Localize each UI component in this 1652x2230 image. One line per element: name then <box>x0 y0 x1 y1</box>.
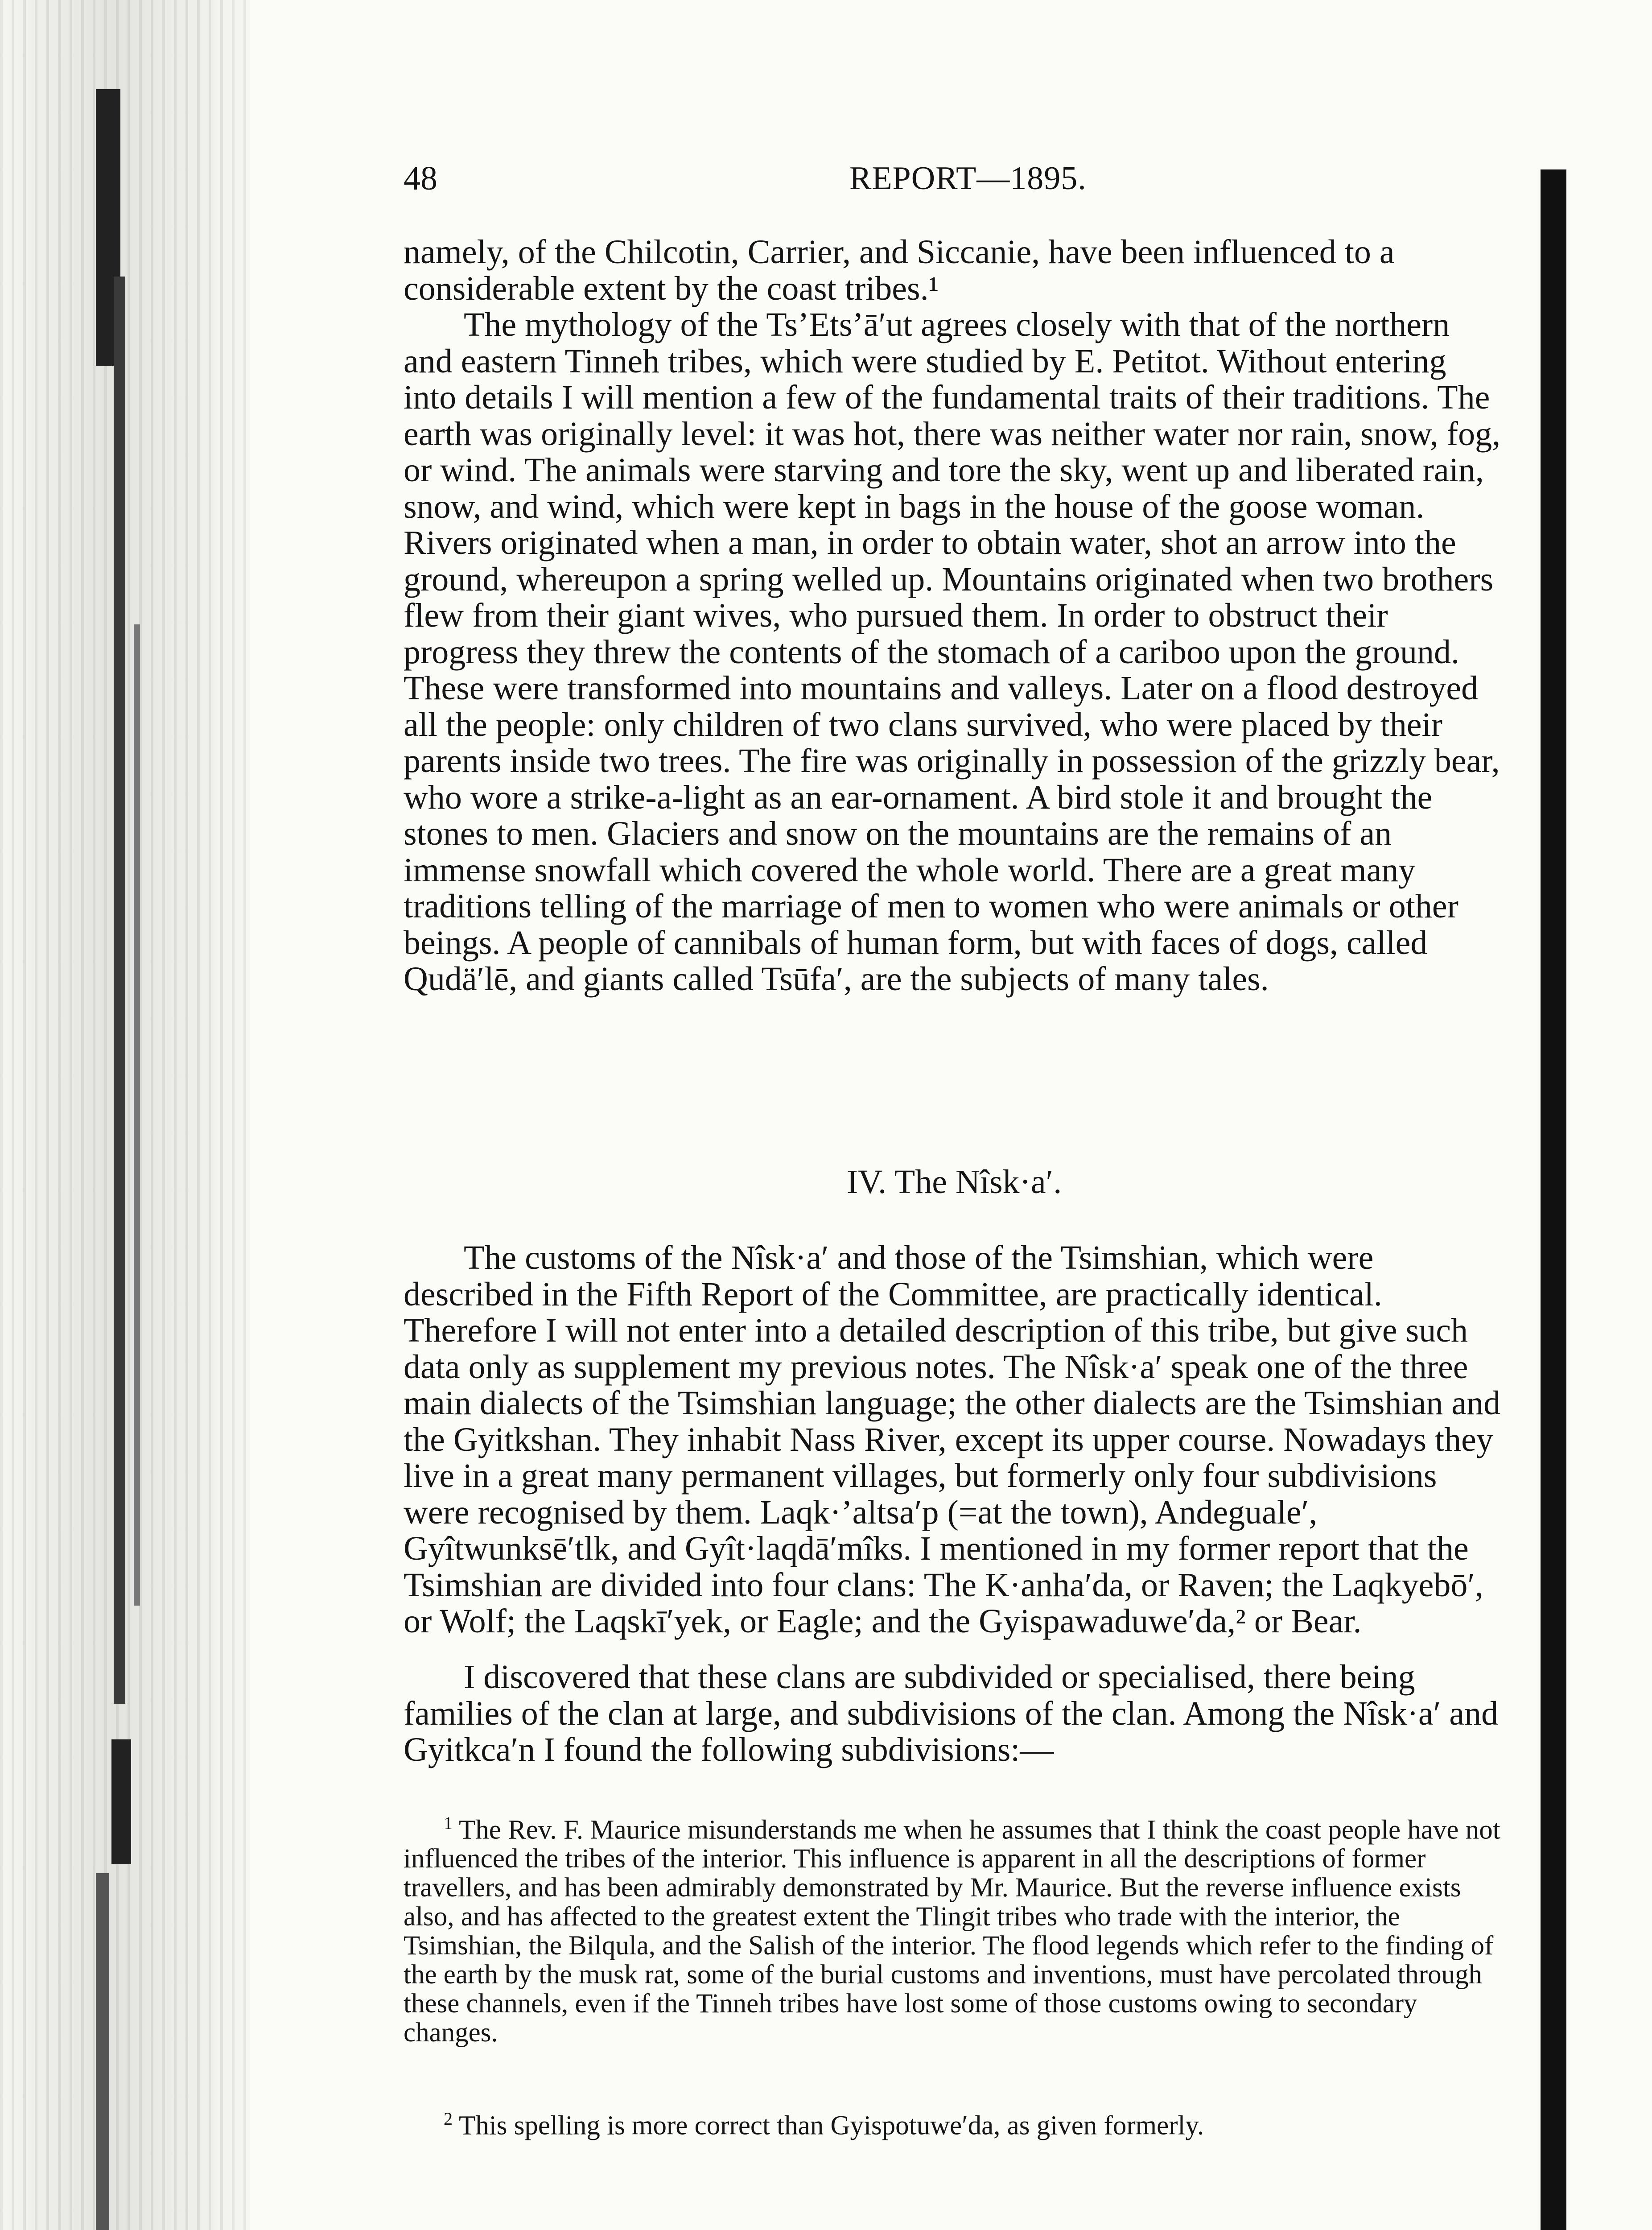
section-heading: IV. The Nîsk·a′. <box>846 1163 1062 1201</box>
scan-artifact <box>96 1873 109 2230</box>
footnote-text: This spelling is more correct than Gyispotuwe′da, as given formerly. <box>459 2110 1204 2141</box>
scan-artifact <box>114 277 125 1704</box>
page-header <box>404 154 1536 203</box>
paragraph-text: The mythology of the Ts’Ets’ā′ut agrees closely with that of the northern and eastern Tinneh tribes, which were studied by E. Petitot. Without entering into details I will mention a few of the fundamental traits of their traditions. The earth was originally level: it was hot, there was neither water nor rain, snow, fog, or wind. The animals were starving and tore the sky, went up and liberated rain, snow, and wind, which were kept in bags in the house of the goose woman. Rivers originated when a man, in order to obtain water, shot an arrow into the ground, whereupon a spring welled up. Mountains originated when two brothers flew from their giant wives, who pursued them. In order to obstruct their progress they threw the contents of the stomach of a cariboo upon the ground. These were transformed into mountains and valleys. Later on a flood destroyed all the people: only children of two clans survived, who were placed by their parents inside two trees. The fire was originally in possession of the grizzly bear, who wore a strike-a-light as an ear-ornament. A bird stole it and brought the stones to men. Glaciers and snow on the mountains are the remains of an immense snowfall which covered the whole world. There are a great many traditions telling of the marriage of men to women who were animals or other beings. A people of cannibals of human form, but with faces of dogs, called Qudä′lē, and giants called Tsūfa′, are the subjects of many tales. <box>404 306 1501 998</box>
footnote-text: The Rev. F. Maurice misunderstands me when he assumes that I think the coast people have not influenced the tribes of the interior. This influence is apparent in all the descriptions of former travellers, and has been admirably demonstrated by Mr. Maurice. But the reverse influence exists also, and has affected to the greatest extent the Tlingit tribes who trade with the interior, the Tsimshian, the Bilqula, and the Salish of the interior. The flood legends which refer to the finding of the earth by the musk rat, some of the burial customs and inventions, must have percolated through these channels, even if the Tinneh tribes have lost some of those customs owing to secondary changes. <box>404 1815 1500 2048</box>
paragraph: I discovered that these clans are subdivided or specialised, there being families of the clan at large, and subdivisions of the clan. Among the Nîsk·a′ and Gyitkca′n I found the following subdivisions:— <box>404 1658 1499 1768</box>
scan-edge-shadow <box>1541 169 1566 2230</box>
scan-artifact <box>111 1739 131 1864</box>
footnote <box>404 1809 1509 2047</box>
footnote-marker: 2 <box>444 2109 453 2129</box>
paragraph-text: namely, of the Chilcotin, Carrier, and Siccanie, have been influenced to a considerable extent by the coast tribes.¹ <box>404 233 1395 307</box>
footnote-marker: 1 <box>444 1813 453 1833</box>
running-head: REPORT—1895. <box>849 160 1087 197</box>
scan-binding-shadow <box>0 0 250 2230</box>
paragraph: The customs of the Nîsk·a′ and those of the Tsimshian, which were described in the Fifth Report of the Committee, are practically identical. Therefore I will not enter into a detailed description of this tribe, but give such data only as supplement my previous notes. The Nîsk·a′ speak one of the three main dialects of the Tsimshian language; the other dialects are the Tsimshian and the Gyitkshan. They inhabit Nass River, except its upper course. Nowadays they live in a great many permanent villages, but formerly only four subdivisions were recognised by them. Laqk·’altsa′p (=at the town), Andeguale′, Gyîtwunksē′tlk, and Gyît·laqdā′mîks. I mentioned in my former report that the Tsimshian are divided into four clans: The K·anha′da, or Raven; the Laqkyebō′, or Wolf; the Laqskī′yek, or Eagle; and the Gyispawaduwe′da,² or Bear. <box>404 1239 1501 1640</box>
paragraph <box>404 234 1505 998</box>
footnote <box>404 2104 1509 2140</box>
scan-artifact <box>134 624 140 1606</box>
page-number: 48 <box>404 160 437 197</box>
